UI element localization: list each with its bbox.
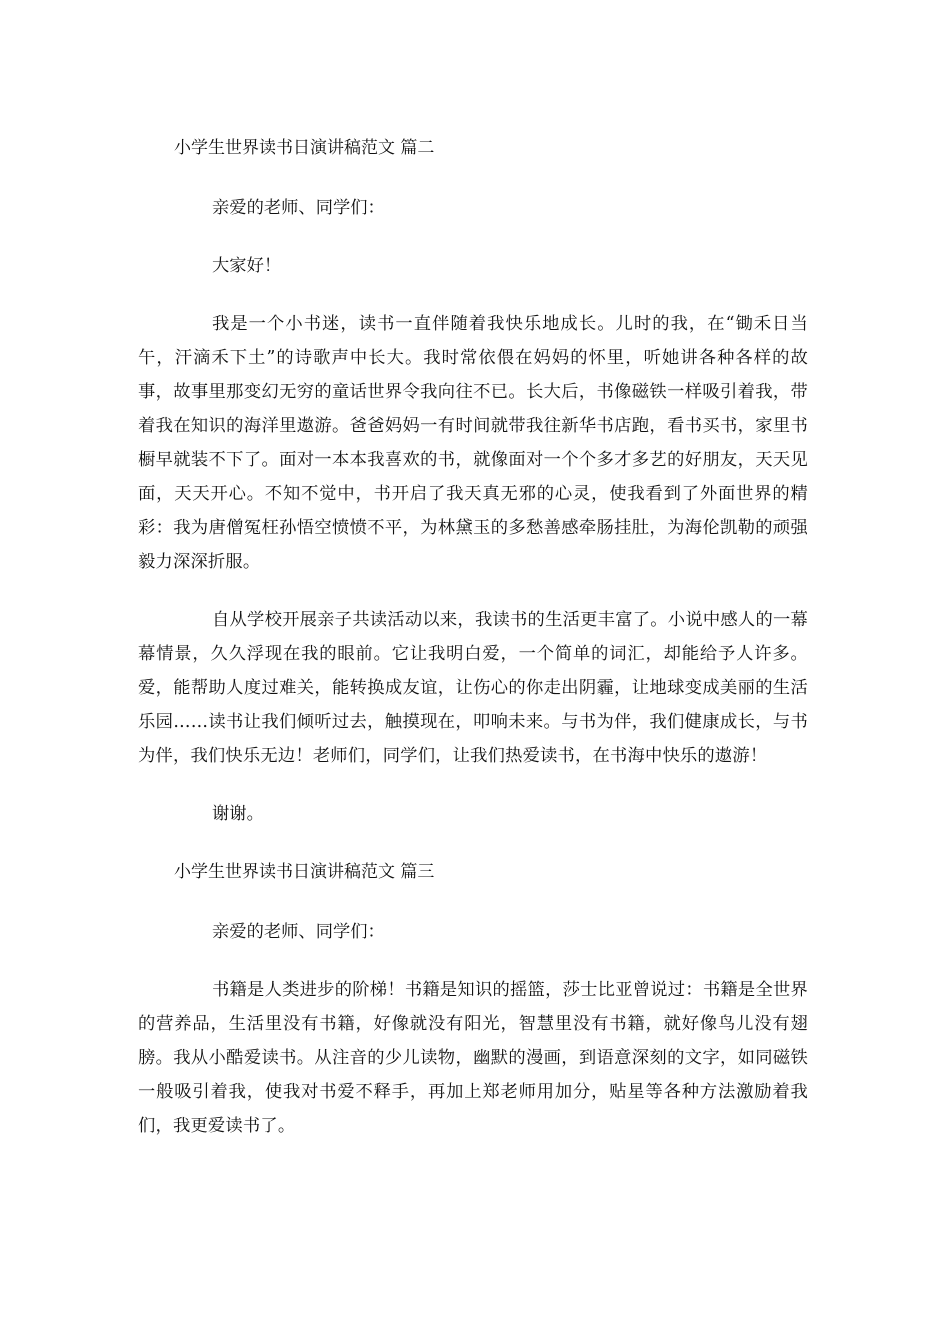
salutation-2: 亲爱的老师、同学们： bbox=[212, 198, 385, 218]
paragraph-2-1: 我是一个小书迷，读书一直伴随着我快乐地成长。儿时的我，在“锄禾日当午，汗滴禾下土”的诗歌声中长大。我时常依偎在妈妈的怀里，听她讲各种各样的故事，故事里那变幻无穷的童话世界令我向往不已。长大后，书像磁铁一样吸引着我，带着我在知识的海洋里遨游。爸爸妈妈一有时间就带我往新华书店跑，看书买书，家里书橱早就装不下了。面对一本本我喜欢的书，就像面对一个个多才多艺的好朋友，天天见面，天天开心。不知不觉中，书开启了我天真无邪的心灵，使我看到了外面世界的精彩：我为唐僧冤枉孙悟空愤愤不平，为林黛玉的多愁善感牵肠挂肚，为海伦凯勒的顽强毅力深深折服。 bbox=[138, 314, 808, 572]
section-title-2: 小学生世界读书日演讲稿范文 篇二 bbox=[174, 138, 435, 158]
salutation-3: 亲爱的老师、同学们： bbox=[212, 922, 385, 942]
paragraph-2-2: 自从学校开展亲子共读活动以来，我读书的生活更丰富了。小说中感人的一幕幕情景，久久浮现在我的眼前。它让我明白爱，一个简单的词汇，却能给予人许多。爱，能帮助人度过难关，能转换成友谊，让伤心的你走出阴霾，让地球变成美丽的生活乐园……读书让我们倾听过去，触摸现在，叩响未来。与书为伴，我们健康成长，与书为伴，我们快乐无边！老师们，同学们，让我们热爱读书，在书海中快乐的遨游！ bbox=[138, 610, 808, 766]
document-body bbox=[138, 131, 808, 1167]
section-title-3: 小学生世界读书日演讲稿范文 篇三 bbox=[174, 862, 435, 882]
closing-thanks: 谢谢。 bbox=[212, 804, 264, 824]
paragraph-3-1: 书籍是人类进步的阶梯！书籍是知识的摇篮，莎士比亚曾说过：书籍是全世界的营养品，生活里没有书籍，好像就没有阳光，智慧里没有书籍，就好像鸟儿没有翅膀。我从小酷爱读书。从注音的少儿读物，幽默的漫画，到语意深刻的文字，如同磁铁一般吸引着我，使我对书爱不释手，再加上郑老师用加分，贴星等各种方法激励着我们，我更爱读书了。 bbox=[138, 980, 808, 1136]
greeting: 大家好！ bbox=[212, 256, 282, 276]
